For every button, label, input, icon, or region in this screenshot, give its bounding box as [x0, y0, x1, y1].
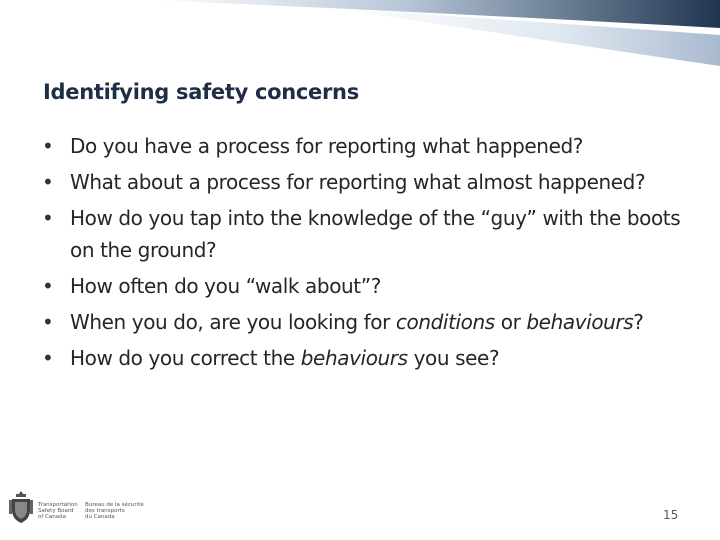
bullet-text: How often do you “walk about”? — [70, 274, 381, 298]
org-name-fr-line: du Canada — [85, 514, 115, 520]
bullet-text: you see? — [407, 346, 500, 370]
bullet-item — [0, 166, 700, 198]
bullet-text: ? — [633, 310, 644, 334]
bullet-text: What about a process for reporting what almost happened? — [70, 170, 646, 194]
org-name-en — [38, 502, 78, 520]
bullet-marker: • — [42, 170, 54, 194]
bullet-list — [0, 130, 700, 378]
org-name-fr-line: des transports — [85, 508, 125, 514]
org-name-fr — [85, 502, 144, 520]
bullet-item — [0, 130, 700, 162]
bullet-item — [0, 306, 700, 338]
bullet-text: Do you have a process for reporting what happened? — [70, 134, 583, 158]
bullet-item — [0, 270, 700, 302]
tsb-crest-logo — [8, 490, 34, 524]
bullet-emphasis: conditions — [395, 310, 495, 334]
bullet-marker: • — [42, 346, 54, 370]
bullet-item — [0, 202, 700, 266]
bullet-text: How do you correct the — [70, 346, 301, 370]
page-number: 15 — [663, 508, 679, 522]
bullet-text: How do you tap into the knowledge of the “guy” with the boots on the ground? — [70, 206, 681, 262]
bullet-emphasis: behaviours — [300, 346, 408, 370]
header-banner — [0, 0, 720, 70]
org-name-en-line: Transportation — [38, 502, 78, 508]
slide-title: Identifying safety concerns — [43, 80, 359, 104]
bullet-marker: • — [42, 206, 54, 230]
org-name-en-line: Safety Board — [38, 508, 74, 514]
bullet-emphasis: behaviours — [526, 310, 634, 334]
org-name-en-line: of Canada — [38, 514, 66, 520]
bullet-marker: • — [42, 274, 54, 298]
bullet-marker: • — [42, 310, 54, 334]
org-name-fr-line: Bureau de la sécurité — [85, 502, 144, 508]
bullet-marker: • — [42, 134, 54, 158]
bullet-text: or — [494, 310, 527, 334]
bullet-text: When you do, are you looking for — [70, 310, 396, 334]
bullet-item — [0, 342, 700, 374]
